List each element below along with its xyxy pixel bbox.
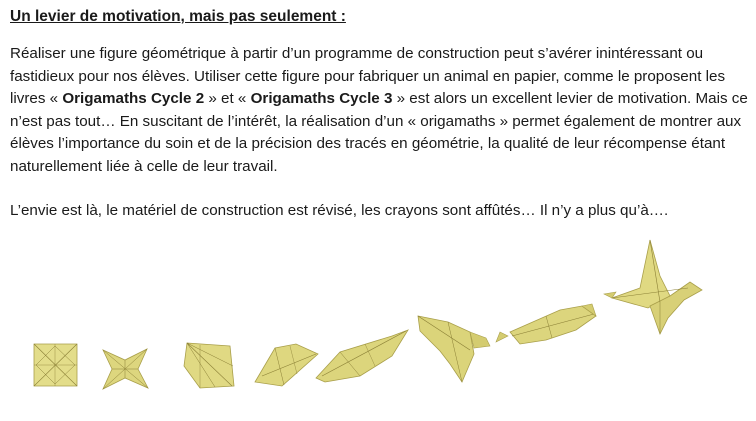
section-heading: Un levier de motivation, mais pas seulement : [10, 8, 346, 25]
origami-step-long-body [316, 330, 408, 382]
paragraph-intro [10, 43, 750, 179]
origami-steps-illustration [0, 236, 756, 416]
origami-step-petal-fold [255, 344, 318, 386]
origami-step-square-base [34, 344, 77, 386]
origami-step-kite-fold [184, 343, 234, 388]
paragraph-conclusion: L’envie est là, le matériel de construction est révisé, les crayons sont affûtés… Il n’y a plus qu’à…. [10, 202, 669, 219]
paragraph-intro-text-1: Réaliser une figure géométrique à partir d’un programme de construction peut s’avérer inintéressant ou fastidieux pour nos élèves. Utiliser cette figure pour fabriquer un animal en papier, comme le proposent les livres « [10, 45, 726, 108]
paragraph-intro-text-3: » est alors un excellent levier de motivation. Mais ce n’est pas tout… En suscitant de l’intérêt, la réalisation d’un « origamaths » permet également de montrer aux élèves l’importance du soin et de la précision des tracés en géométrie, la qualité de leur récompense étant naturellement liée à celle de leur travail. [10, 90, 748, 175]
origami-step-finished-crane [604, 240, 702, 334]
origami-step-star-fold [103, 349, 148, 389]
book-title-cycle-3: Origamaths Cycle 3 [250, 90, 393, 108]
origami-step-neck-raised [418, 316, 490, 382]
book-title-cycle-2: Origamaths Cycle 2 [62, 90, 205, 108]
paragraph-intro-text-2: » et « [204, 90, 251, 108]
origami-step-wings-half [496, 304, 596, 344]
